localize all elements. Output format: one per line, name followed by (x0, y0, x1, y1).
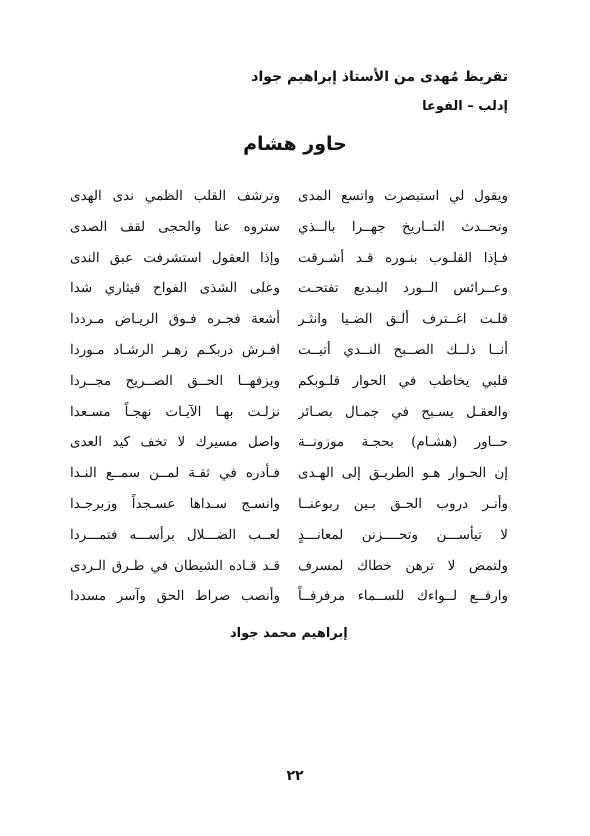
signature: إبراهيم محمد جواد (230, 626, 348, 641)
poem (70, 181, 508, 612)
page-number: ٢٢ (286, 768, 304, 784)
verse-second-hemistich: وانسـج سـداها عسـجداً وزبرجـدا (70, 495, 280, 512)
verse-first-hemistich: لا تيأســـن وتحــــزنن لمعانـــدٍ (298, 526, 508, 543)
dedication-line: تقريظ مُهدى من الأستاذ إبراهيم جواد (251, 69, 508, 85)
verse-second-hemistich: فـأدره في ثقـة لمــن سمــع النـدا (70, 465, 280, 482)
verse-first-hemistich: إن الحـوار هـو الطريـق إلى الهـدى (298, 465, 508, 482)
verse-second-hemistich: ستروه عنا والحجى لقف الصدى (70, 218, 280, 235)
verse-second-hemistich: لعــب الضـــلال برأســـه فتمـــردا (70, 526, 280, 543)
verse-first-hemistich: فـإذا القلـوب بنـوره قـد أشـرقت (298, 249, 508, 266)
verse-first-hemistich: ولتمض لا ترهن خطاك لمسرف (298, 557, 508, 574)
verse-first-hemistich: والعقـل يسـبح في جمـال بصـائر (298, 403, 508, 420)
verse-second-hemistich: وأنصب صراط الحق وآسر مسددا (70, 588, 280, 605)
verse-second-hemistich: أشعة فجـره فـوق الريـاض مـرددا (70, 311, 280, 328)
verse-first-hemistich: قلبي يخاطب في الحوار قلـوبكم (298, 372, 508, 389)
verse-second-hemistich: ويزفهــا الحــق الصــريح مجــردا (70, 372, 280, 389)
dedication-block (108, 66, 508, 118)
verse-second-hemistich: وعلى الشذى الفواح قيثاري شدا (70, 280, 280, 297)
verse-first-hemistich: وارفــع لــواءك للســماء مرفرفــاً (298, 588, 508, 605)
poem-title: حاور هشام (243, 133, 347, 155)
verse-first-hemistich: وأنـر دروب الحـق بـين ربوعنــا (298, 495, 508, 512)
verse-second-hemistich: نزلـت بهـا الآيـات نهجـاً مسـعدا (70, 403, 280, 420)
verse-second-hemistich: وإذا العقول استشرفت عبق الندى (70, 249, 280, 266)
verse-second-hemistich: قـد قـاده الشيطان في طـرق الـردى (70, 557, 280, 574)
second-hemistich-column (70, 181, 280, 612)
verse-first-hemistich: أنــا ذلــك الصــبح النــدي أتيــت (298, 341, 508, 358)
verse-second-hemistich: وترشف القلب الظمي ندى الهدى (70, 188, 280, 204)
verse-first-hemistich: قلـت اغــترف ألـق الضـيا وانثـر (298, 311, 508, 328)
verse-second-hemistich: افـرش دربكـم زهـر الرشـاد مـوردا (70, 341, 280, 358)
dedication-place: إدلب – الفوعا (422, 99, 508, 114)
first-hemistich-column (298, 181, 508, 612)
verse-first-hemistich: وتحــدث التــاريخ جهــرا بالــذي (298, 218, 508, 235)
verse-second-hemistich: واصل مسيرك لا تخف كيد العدى (70, 434, 280, 451)
verse-first-hemistich: وعــرائس الــورد البـديع تفتحـت (298, 280, 508, 297)
verse-first-hemistich: ويقول لي استبصرت واتسع المدى (298, 188, 508, 204)
verse-first-hemistich: حــاور (هشـام) بحجـة موزونــة (298, 434, 508, 451)
